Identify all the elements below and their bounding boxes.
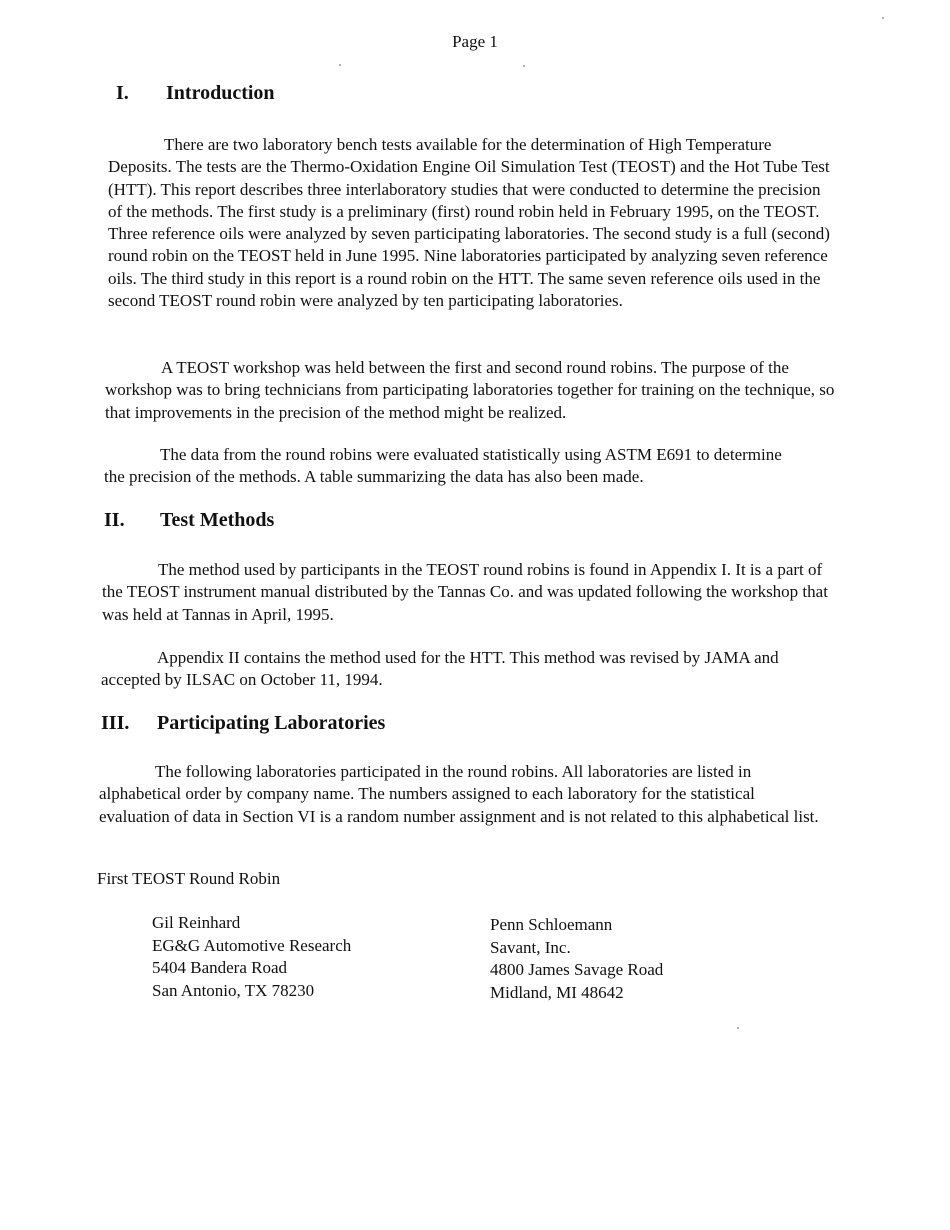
round-robin-title: First TEOST Round Robin <box>97 869 281 888</box>
section-heading-participating-laboratories <box>101 712 385 735</box>
section-title: Participating Laboratories <box>157 712 386 734</box>
paragraph: The data from the round robins were evaluated statistically using ASTM E691 to determine the precision of the methods. A table summarizing the data has also been made. <box>104 445 782 487</box>
lab-company: EG&G Automotive Research <box>152 935 352 955</box>
section-title: Introduction <box>166 82 275 104</box>
section-number: II. <box>104 509 125 531</box>
scan-speck <box>737 1027 739 1029</box>
lab-address-block <box>152 912 351 1002</box>
page-number: Page 1 <box>452 32 498 51</box>
paragraph: The method used by participants in the TEOST round robins is found in Appendix I. It is a part of the TEOST instrument manual distributed by the Tannas Co. and was updated following the workshop that was held at Tannas in April, 1995. <box>102 560 828 624</box>
paragraph: Appendix II contains the method used for the HTT. This method was revised by JAMA and accepted by ILSAC on October 11, 1994. <box>101 648 779 690</box>
paragraph: A TEOST workshop was held between the first and second round robins. The purpose of the workshop was to bring technicians from participating laboratories together for training on the technique, so that improvements in the precision of the method might be realized. <box>105 358 835 422</box>
lab-address-block <box>490 914 663 1004</box>
section-number: III. <box>101 712 130 734</box>
lab-contact: Gil Reinhard <box>152 913 241 932</box>
lab-street: 4800 James Savage Road <box>490 960 664 979</box>
lab-company: Savant, Inc. <box>490 937 571 957</box>
lab-city: San Antonio, TX 78230 <box>152 980 315 1000</box>
scan-speck <box>523 65 525 67</box>
lab-street: 5404 Bandera Road <box>152 958 288 977</box>
paragraph: The following laboratories participated in the round robins. All laboratories are listed in alphabetical order by company name. The numbers assigned to each laboratory for the statistical evaluation of data in Section VI is a random number assignment and is not related to this alphabetical list. <box>99 762 819 826</box>
scan-speck <box>882 17 884 19</box>
section-title: Test Methods <box>160 509 275 531</box>
section-heading-introduction <box>116 82 275 105</box>
lab-city: Midland, MI 48642 <box>490 982 624 1002</box>
lab-contact: Penn Schloemann <box>490 915 613 934</box>
section-number: I. <box>116 82 129 104</box>
scan-speck <box>339 64 341 66</box>
section-heading-test-methods <box>104 509 274 532</box>
paragraph: There are two laboratory bench tests available for the determination of High Temperature Deposits. The tests are the Thermo-Oxidation Engine Oil Simulation Test (TEOST) and the Hot Tube Test (HTT). This report describes three interlaboratory studies that were conducted to determine the precision of the methods. The first study is a preliminary (first) round robin held in February 1995, on the TEOST. Three reference oils were analyzed by seven participating laboratories. The second study is a full (second) round robin on the TEOST held in June 1995. Nine laboratories participated by analyzing seven reference oils. The third study in this report is a round robin on the HTT. The same seven reference oils used in the second TEOST round robin were analyzed by ten participating laboratories. <box>108 135 830 311</box>
